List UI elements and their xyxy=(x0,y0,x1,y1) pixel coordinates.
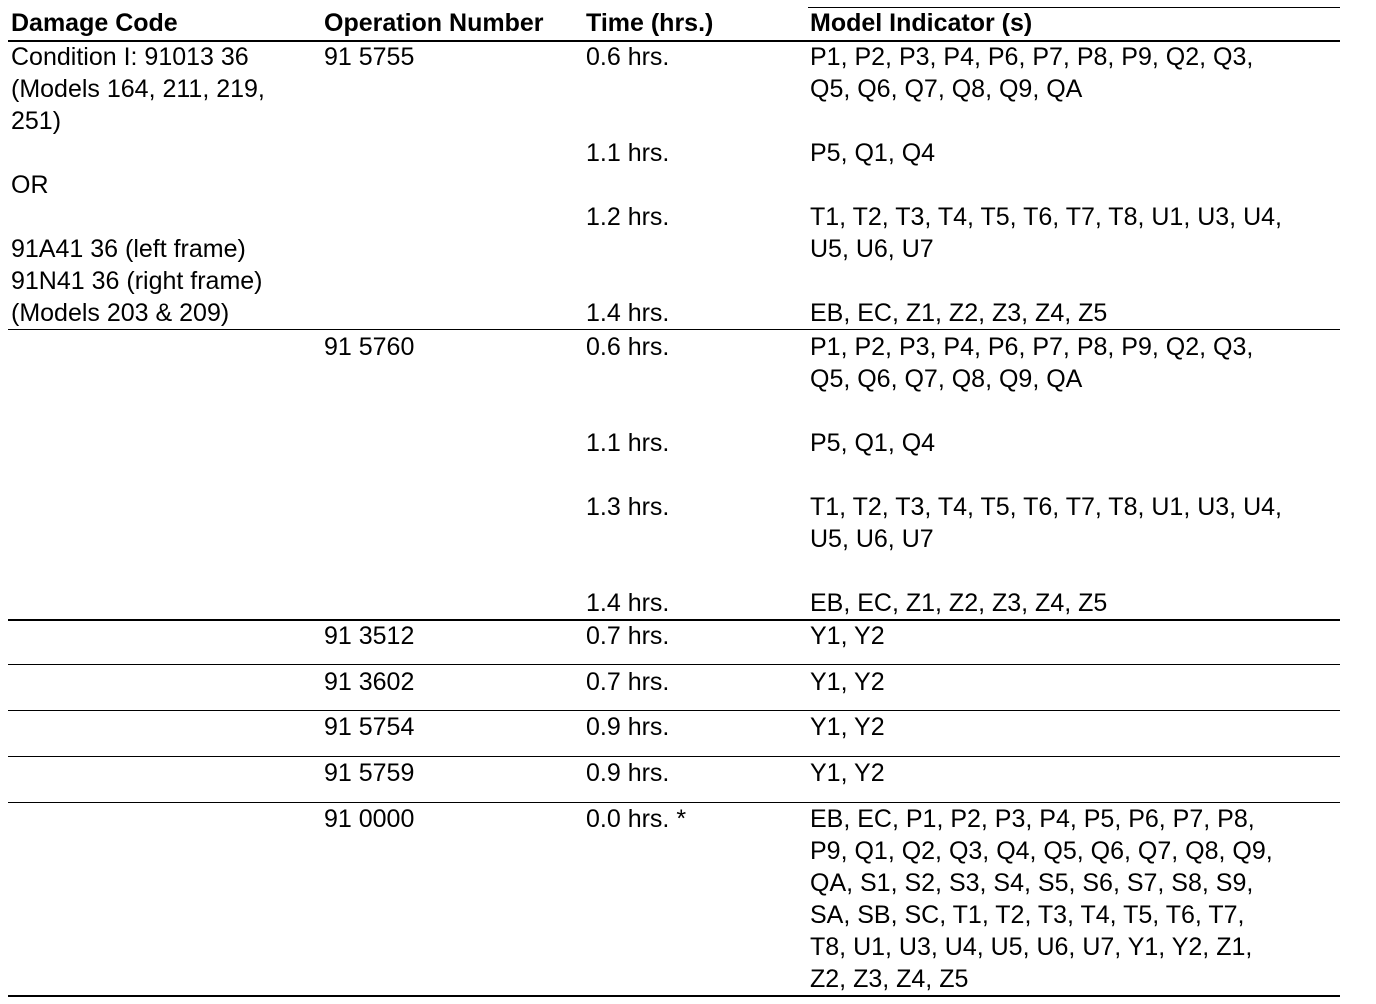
header-model-indicator: Model Indicator (s) xyxy=(810,9,1033,37)
time-value: 0.0 hrs. * xyxy=(586,805,687,833)
model-indicators: Y1, Y2 xyxy=(810,713,885,741)
header-time: Time (hrs.) xyxy=(586,9,714,37)
time-value: 1.1 hrs. xyxy=(586,429,670,457)
damage-code-text: Condition I: 91013 36 (Models 164, 211, 219, 251) OR 91A41 36 (left frame) 91N41 36 (right frame) (Models 203 & 209) xyxy=(11,43,265,327)
model-indicators: Y1, Y2 xyxy=(810,668,885,696)
time-value: 0.6 hrs. xyxy=(586,333,670,361)
model-indicators: P5, Q1, Q4 xyxy=(810,429,936,457)
table-bottom-rule xyxy=(8,995,1340,997)
model-indicators: P5, Q1, Q4 xyxy=(810,139,936,167)
model-indicators: P1, P2, P3, P4, P6, P7, P8, P9, Q2, Q3, Q5, Q6, Q7, Q8, Q9, QA xyxy=(810,333,1254,393)
model-indicators: EB, EC, Z1, Z2, Z3, Z4, Z5 xyxy=(810,299,1108,327)
time-value: 0.9 hrs. xyxy=(586,759,670,787)
header-operation-number: Operation Number xyxy=(324,9,544,37)
time-value: 0.6 hrs. xyxy=(586,43,670,71)
row-rule xyxy=(8,756,1340,757)
model-indicators: T1, T2, T3, T4, T5, T6, T7, T8, U1, U3, U4, U5, U6, U7 xyxy=(810,203,1282,263)
model-indicators: Y1, Y2 xyxy=(810,622,885,650)
model-indicators: EB, EC, Z1, Z2, Z3, Z4, Z5 xyxy=(810,589,1108,617)
model-indicators: EB, EC, P1, P2, P3, P4, P5, P6, P7, P8, P9, Q1, Q2, Q3, Q4, Q5, Q6, Q7, Q8, Q9, QA, S1, S2, S3, S4, S5, S6, S7, S8, S9, SA, SB, SC, T1, T2, T3, T4, T5, T6, T7, T8, U1, U3, U4, U5, U6, U7, Y1, Y2, Z1, Z2, Z3, Z4, Z5 xyxy=(810,805,1273,993)
operation-number: 91 5754 xyxy=(324,713,415,741)
time-value: 0.9 hrs. xyxy=(586,713,670,741)
operation-number: 91 0000 xyxy=(324,805,415,833)
time-value: 1.4 hrs. xyxy=(586,589,670,617)
row-rule xyxy=(8,619,1340,621)
model-indicators: Y1, Y2 xyxy=(810,759,885,787)
operation-number: 91 5759 xyxy=(324,759,415,787)
row-rule xyxy=(8,329,1340,330)
row-rule xyxy=(8,664,1340,665)
time-value: 1.2 hrs. xyxy=(586,203,670,231)
operation-number: 91 3512 xyxy=(324,622,415,650)
header-damage-code: Damage Code xyxy=(11,9,178,37)
row-rule xyxy=(8,710,1340,711)
time-value: 1.4 hrs. xyxy=(586,299,670,327)
operation-number: 91 3602 xyxy=(324,668,415,696)
time-value: 1.3 hrs. xyxy=(586,493,670,521)
time-value: 0.7 hrs. xyxy=(586,622,670,650)
time-value: 0.7 hrs. xyxy=(586,668,670,696)
time-value: 1.1 hrs. xyxy=(586,139,670,167)
operation-number: 91 5760 xyxy=(324,333,415,361)
model-indicators: P1, P2, P3, P4, P6, P7, P8, P9, Q2, Q3, Q5, Q6, Q7, Q8, Q9, QA xyxy=(810,43,1254,103)
operation-number: 91 5755 xyxy=(324,43,415,71)
model-indicators: T1, T2, T3, T4, T5, T6, T7, T8, U1, U3, U4, U5, U6, U7 xyxy=(810,493,1282,553)
